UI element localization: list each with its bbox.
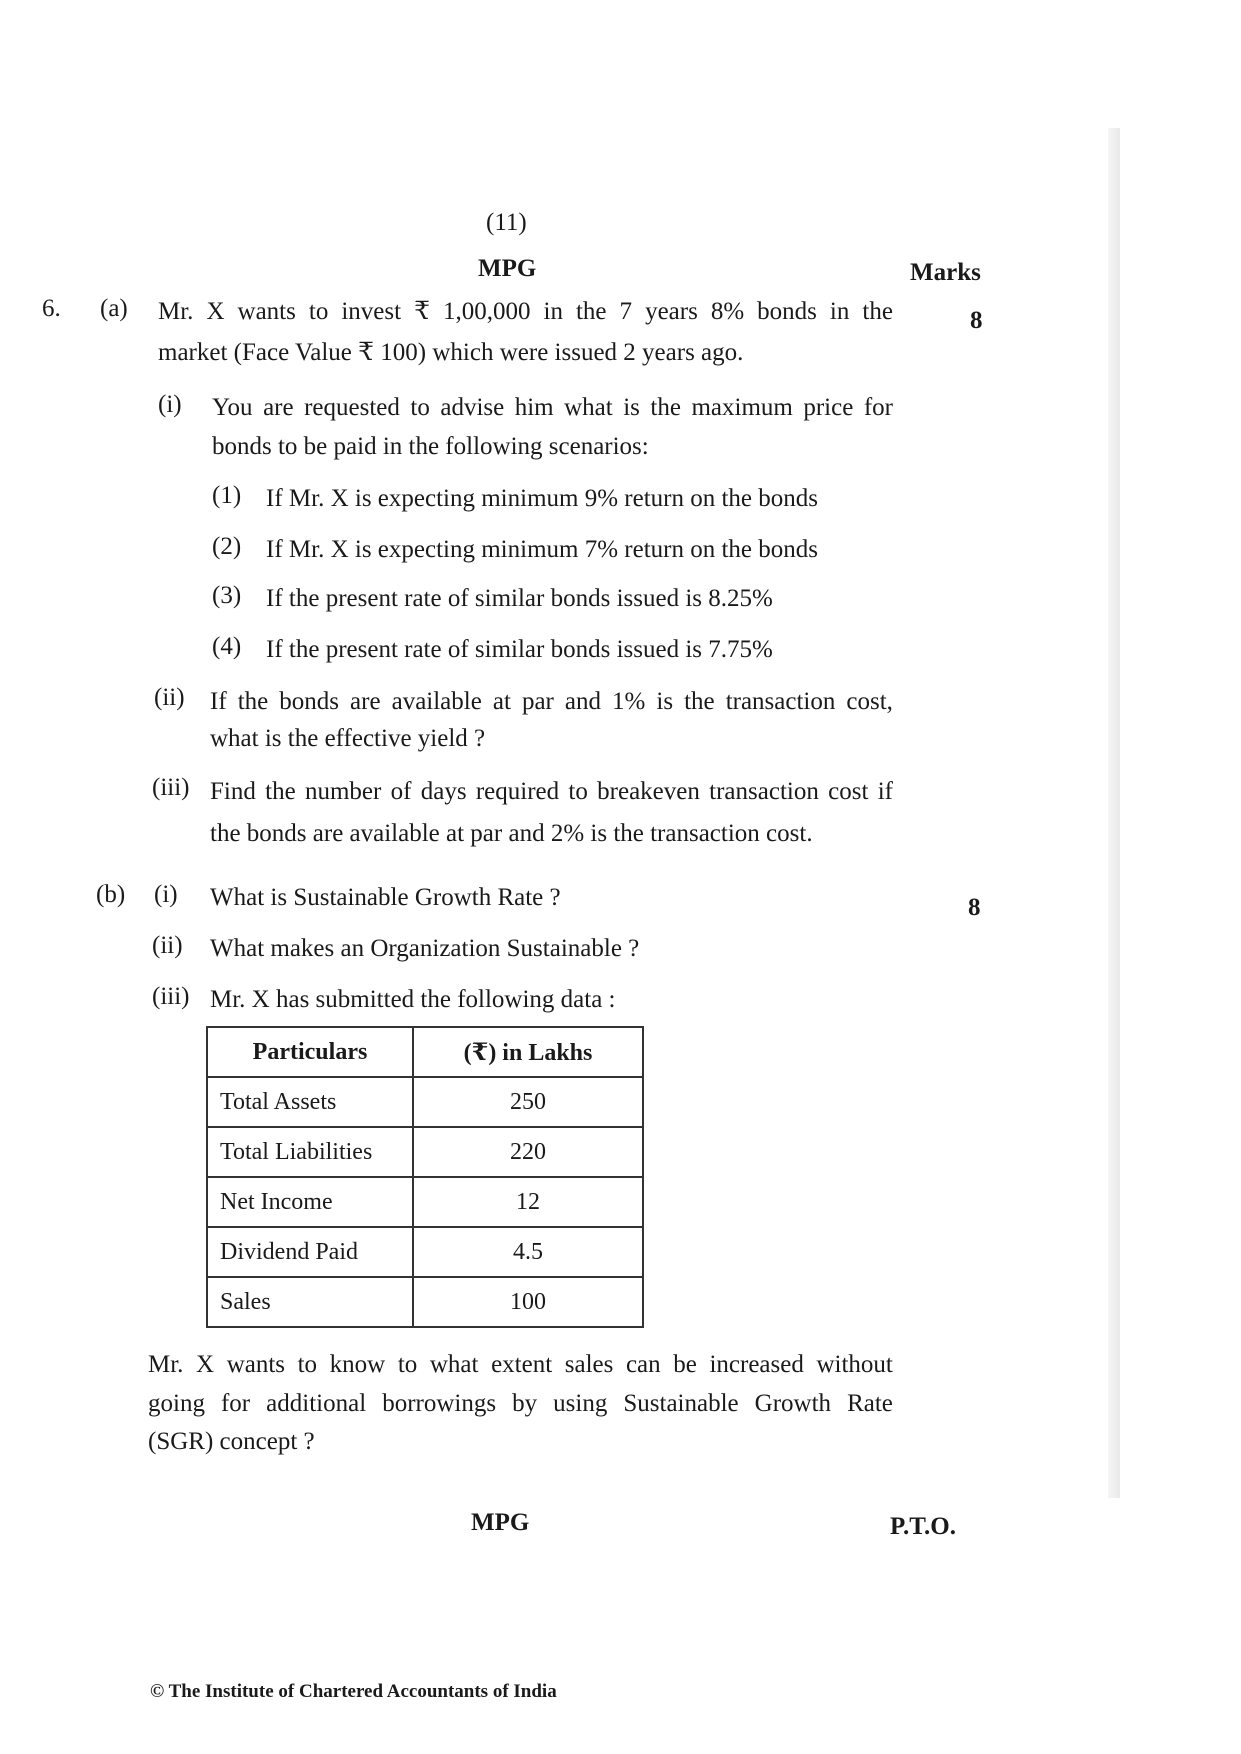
table-cell-value: 100: [413, 1277, 643, 1327]
paper-code: MPG: [478, 255, 537, 282]
table-header-particulars: Particulars: [207, 1027, 413, 1077]
part-b-marks: 8: [968, 894, 981, 921]
part-a-sub-i-line2: bonds to be paid in the following scenarios:: [212, 433, 649, 460]
closing-line2: going for additional borrowings by using Sustainable Growth Rate: [148, 1390, 893, 1417]
table-row: [207, 1177, 643, 1227]
part-a-sub-iii-label: (iii): [152, 774, 190, 801]
marks-heading: Marks: [910, 259, 981, 286]
scan-edge-shadow: [1108, 128, 1120, 1498]
table-row: [207, 1127, 643, 1177]
part-a-intro-line1: Mr. X wants to invest ₹ 1,00,000 in the 7 years 8% bonds in the: [158, 298, 893, 325]
scenario-3-text: If the present rate of similar bonds issued is 8.25%: [266, 585, 773, 612]
part-a-sub-iii-line1: Find the number of days required to breakeven transaction cost if: [210, 778, 893, 805]
part-b-sub-ii-label: (ii): [152, 932, 183, 959]
part-b-label: (b): [96, 881, 126, 908]
table-cell-value: 4.5: [413, 1227, 643, 1277]
part-a-label: (a): [100, 295, 128, 322]
pto-label: P.T.O.: [890, 1513, 956, 1540]
scenario-1-label: (1): [212, 482, 242, 509]
table-cell-value: 250: [413, 1077, 643, 1127]
table-row: [207, 1077, 643, 1127]
part-b-sub-iii-label: (iii): [152, 983, 190, 1010]
table-cell-value: 220: [413, 1127, 643, 1177]
table-cell-particular: Sales: [207, 1277, 413, 1327]
question-number: 6.: [42, 295, 61, 322]
part-b-sub-iii-text: Mr. X has submitted the following data :: [210, 986, 616, 1013]
financial-data-table: [206, 1026, 644, 1328]
table-cell-value: 12: [413, 1177, 643, 1227]
table-cell-particular: Net Income: [207, 1177, 413, 1227]
closing-line1: Mr. X wants to know to what extent sales can be increased without: [148, 1351, 893, 1378]
part-a-sub-ii-line2: what is the effective yield ?: [210, 725, 486, 752]
part-a-sub-ii-label: (ii): [154, 684, 185, 711]
part-a-intro-line2: market (Face Value ₹ 100) which were issued 2 years ago.: [158, 339, 744, 366]
page-number: (11): [486, 209, 527, 236]
copyright-notice: © The Institute of Chartered Accountants of India: [150, 1681, 557, 1702]
table-cell-particular: Total Assets: [207, 1077, 413, 1127]
table-cell-particular: Dividend Paid: [207, 1227, 413, 1277]
part-a-marks: 8: [970, 307, 983, 334]
table-cell-particular: Total Liabilities: [207, 1127, 413, 1177]
part-b-sub-ii-text: What makes an Organization Sustainable ?: [210, 935, 640, 962]
part-b-sub-i-label: (i): [154, 881, 178, 908]
closing-line3: (SGR) concept ?: [148, 1428, 315, 1455]
table-header-row: [207, 1027, 643, 1077]
table-row: [207, 1227, 643, 1277]
part-a-sub-iii-line2: the bonds are available at par and 2% is the transaction cost.: [210, 820, 813, 847]
scenario-2-label: (2): [212, 533, 242, 560]
part-b-sub-i-text: What is Sustainable Growth Rate ?: [210, 884, 561, 911]
scenario-1-text: If Mr. X is expecting minimum 9% return on the bonds: [266, 485, 819, 512]
scenario-3-label: (3): [212, 582, 242, 609]
part-a-sub-i-line1: You are requested to advise him what is the maximum price for: [212, 394, 893, 421]
scenario-4-label: (4): [212, 633, 242, 660]
footer-paper-code: MPG: [471, 1509, 530, 1536]
table-header-amount: (₹) in Lakhs: [413, 1027, 643, 1077]
scenario-2-text: If Mr. X is expecting minimum 7% return on the bonds: [266, 536, 819, 563]
part-a-sub-ii-line1: If the bonds are available at par and 1% is the transaction cost,: [210, 688, 893, 715]
scenario-4-text: If the present rate of similar bonds issued is 7.75%: [266, 636, 773, 663]
table-row: [207, 1277, 643, 1327]
part-a-sub-i-label: (i): [158, 391, 182, 418]
